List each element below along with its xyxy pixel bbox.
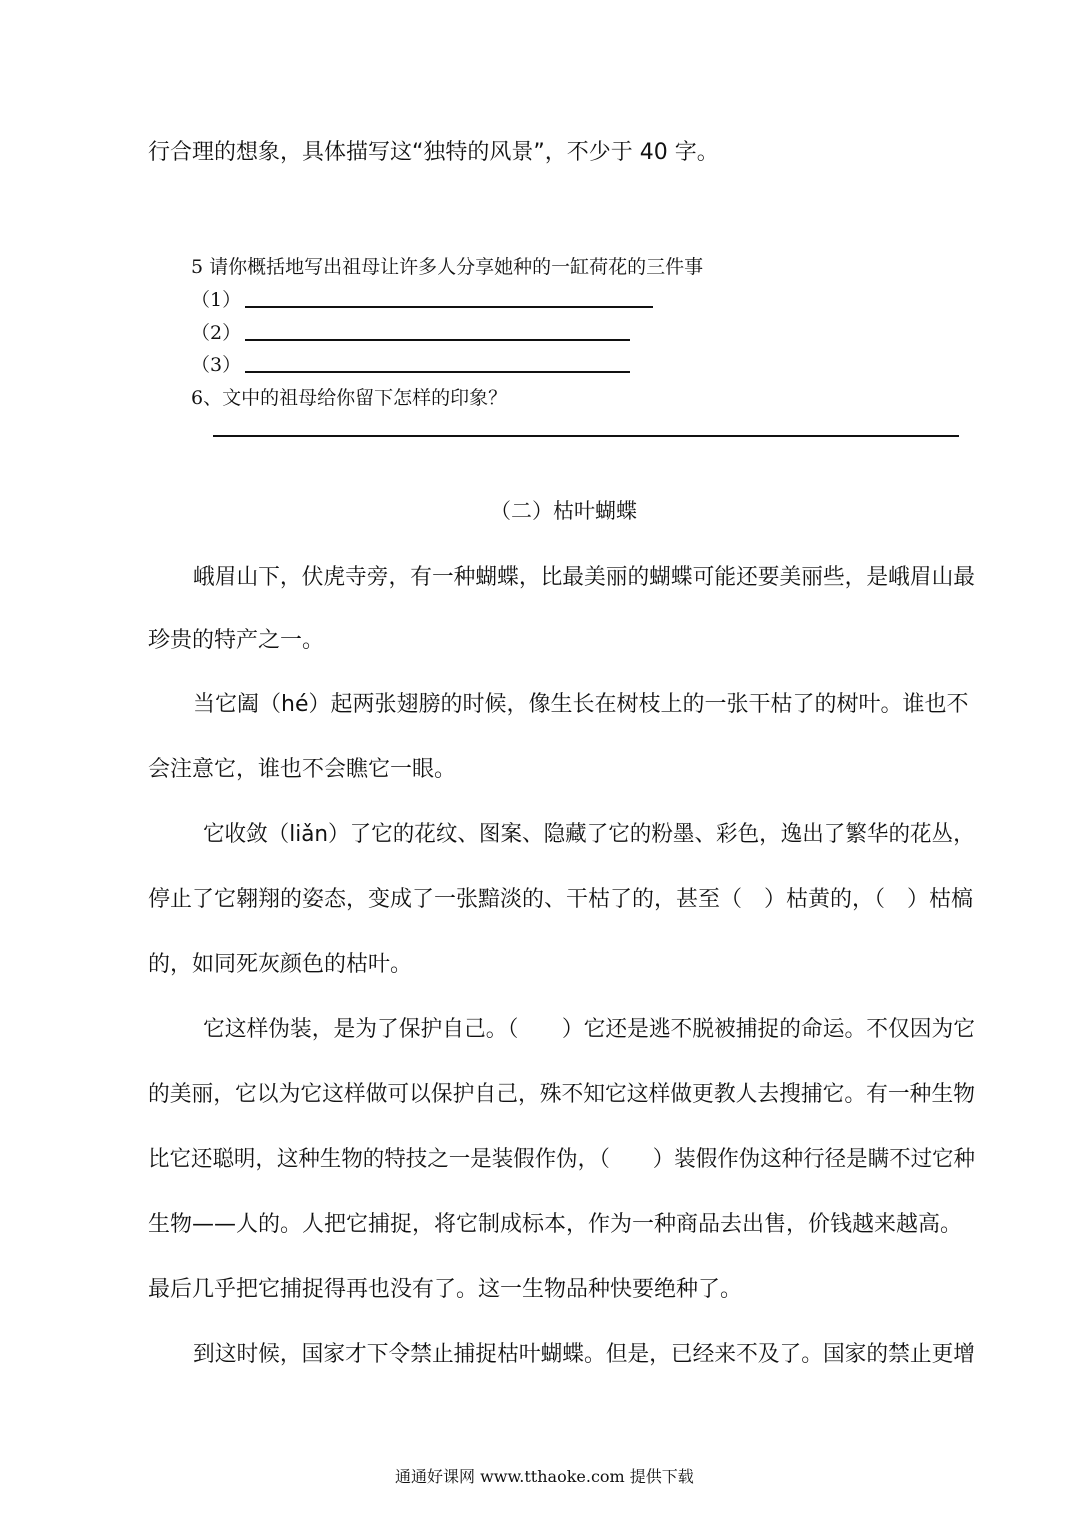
paragraph-line: 它这样伪装，是为了保护自己。（ ）它还是逃不脱被捕捉的命运。不仅因为它 <box>203 1017 976 1042</box>
question-5-prompt: 5 请你概括地写出祖母让许多人分享她种的一缸荷花的三件事 <box>191 256 704 278</box>
question-5-item-3-label: （3） <box>191 354 242 376</box>
paragraph-line: 会注意它，谁也不会瞧它一眼。 <box>148 757 457 782</box>
answer-blank-2[interactable] <box>245 339 630 341</box>
paragraph-line: 的美丽，它以为它这样做可以保护自己，殊不知它这样做更教人去搜捕它。有一种生物 <box>148 1082 975 1107</box>
paragraph-line: 的，如同死灰颜色的枯叶。 <box>148 952 413 977</box>
question-5-item-2-label: （2） <box>191 322 242 344</box>
paragraph-line: 停止了它翱翔的姿态，变成了一张黯淡的、干枯了的，甚至（ ）枯黄的，（ ）枯槁 <box>148 887 974 912</box>
footer-source: 通通好课网 www.tthaoke.com 提供下载 <box>395 1467 694 1486</box>
paragraph-line: 最后几乎把它捕捉得再也没有了。这一生物品种快要绝种了。 <box>148 1277 743 1302</box>
paragraph-line: 当它阖（hé）起两张翅膀的时候，像生长在树枝上的一张干枯了的树叶。谁也不 <box>193 692 969 717</box>
paragraph-line: 珍贵的特产之一。 <box>148 628 325 653</box>
paragraph-line: 到这时候，国家才下令禁止捕捉枯叶蝴蝶。但是，已经来不及了。国家的禁止更增 <box>193 1342 976 1367</box>
paragraph-line: 它收敛（liǎn）了它的花纹、图案、隐藏了它的粉墨、彩色，逸出了繁华的花丛， <box>203 822 975 847</box>
paragraph-line: 生物——人的。人把它捕捉，将它制成标本，作为一种商品去出售，价钱越来越高。 <box>148 1212 963 1237</box>
answer-blank-6[interactable] <box>213 435 959 437</box>
section-title: （二）枯叶蝴蝶 <box>490 499 637 523</box>
paragraph-line: 峨眉山下，伏虎寺旁，有一种蝴蝶，比最美丽的蝴蝶可能还要美丽些，是峨眉山最 <box>193 565 976 590</box>
paragraph-line: 比它还聪明，这种生物的特技之一是装假作伪，（ ）装假作伪这种行径是瞒不过它种 <box>148 1147 976 1172</box>
answer-blank-1[interactable] <box>245 306 653 308</box>
intro-tail-text: 行合理的想象，具体描写这“独特的风景”，不少于 40 字。 <box>148 140 719 165</box>
question-5-item-1-label: （1） <box>191 289 242 311</box>
answer-blank-3[interactable] <box>245 371 630 373</box>
question-6-prompt: 6、文中的祖母给你留下怎样的印象？ <box>191 387 508 409</box>
